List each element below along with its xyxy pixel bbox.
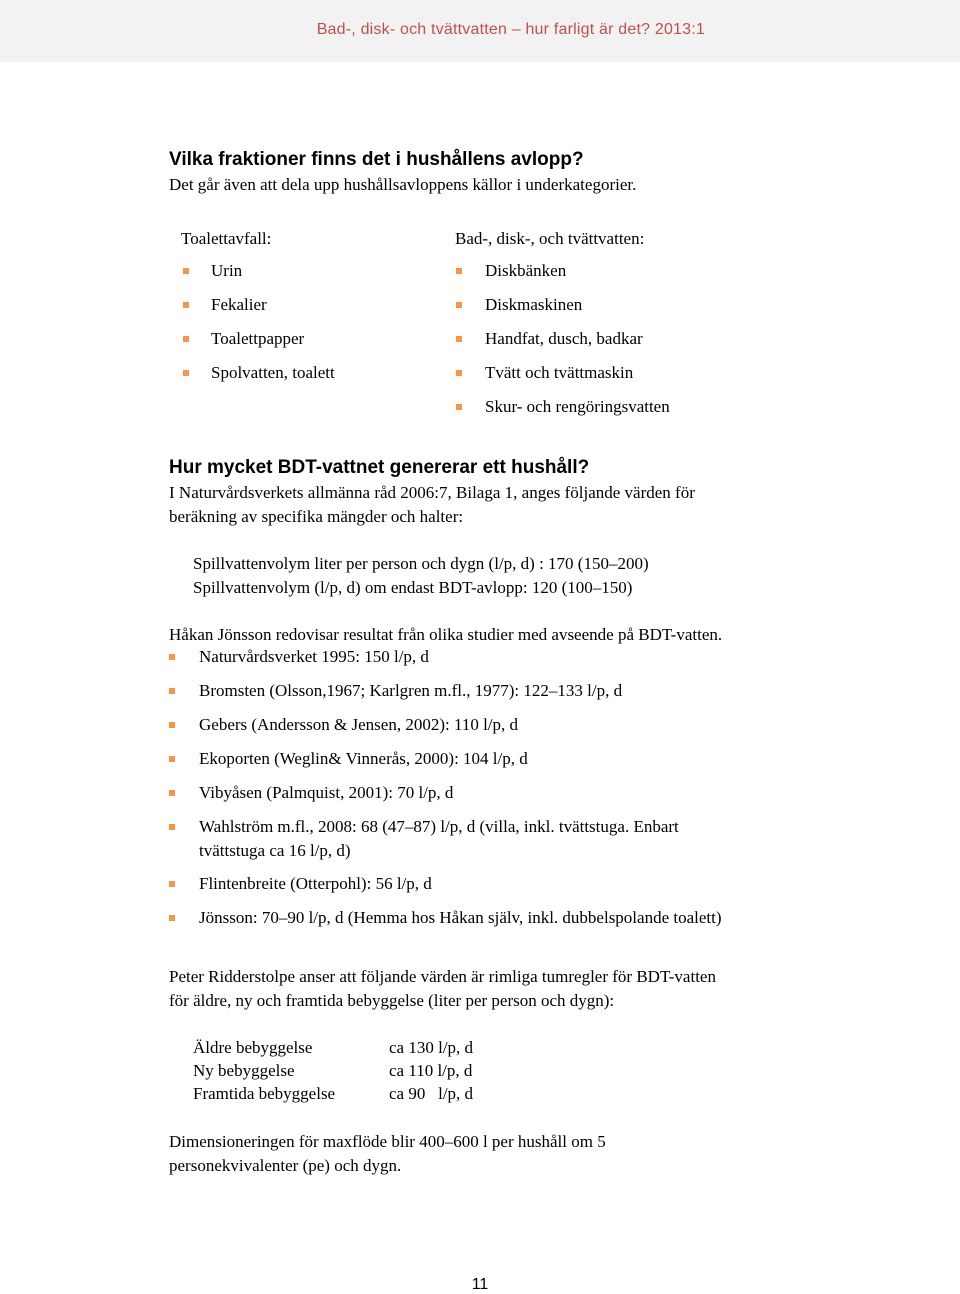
bullet-icon xyxy=(456,302,462,308)
paragraph-line: Dimensioneringen för maxflöde blir 400–600 l per hushåll om 5 xyxy=(169,1132,606,1151)
greywater-item: Diskbänken xyxy=(485,261,567,280)
bullet-icon xyxy=(456,336,462,342)
table-value: ca 130 l/p, d xyxy=(389,1038,474,1057)
running-title: Bad-, disk- och tvättvatten – hur farligt är det? 2013:1 xyxy=(316,21,705,38)
toilet-item: Toalettpapper xyxy=(211,329,305,348)
greywater-list-title: Bad-, disk-, och tvättvatten: xyxy=(455,229,645,248)
toilet-list-title: Toalettavfall: xyxy=(181,229,272,248)
page-number: 11 xyxy=(471,1276,489,1293)
bullet-icon xyxy=(169,881,175,887)
study-item: Wahlström m.fl., 2008: 68 (47–87) l/p, d (villa, inkl. tvättstuga. Enbart xyxy=(199,817,679,836)
study-item-continuation: tvättstuga ca 16 l/p, d) xyxy=(199,841,351,860)
bullet-icon xyxy=(169,722,175,728)
toilet-item: Urin xyxy=(211,261,243,280)
bullet-icon xyxy=(183,302,189,308)
bullet-icon xyxy=(169,790,175,796)
bullet-icon xyxy=(456,370,462,376)
table-value: ca 110 l/p, d xyxy=(389,1061,473,1080)
page-header xyxy=(0,0,960,62)
study-item: Bromsten (Olsson,1967; Karlgren m.fl., 1977): 122–133 l/p, d xyxy=(199,681,623,700)
bullet-icon xyxy=(169,824,175,830)
greywater-item: Diskmaskinen xyxy=(485,295,583,314)
paragraph-line: beräkning av specifika mängder och halter: xyxy=(169,507,464,526)
bullet-icon xyxy=(183,336,189,342)
table-value: ca 90 l/p, d xyxy=(389,1084,474,1103)
study-item: Vibyåsen (Palmquist, 2001): 70 l/p, d xyxy=(199,783,454,802)
section-heading-fractions: Vilka fraktioner finns det i hushållens avlopp? xyxy=(169,149,584,170)
bullet-icon xyxy=(456,268,462,274)
greywater-item: Tvätt och tvättmaskin xyxy=(485,363,634,382)
bullet-icon xyxy=(169,688,175,694)
greywater-item: Handfat, dusch, badkar xyxy=(485,329,643,348)
bullet-icon xyxy=(183,268,189,274)
bullet-icon xyxy=(456,404,462,410)
jonsson-intro: Håkan Jönsson redovisar resultat från olika studier med avseende på BDT-vatten. xyxy=(169,625,723,644)
bullet-icon xyxy=(169,756,175,762)
table-label: Ny bebyggelse xyxy=(193,1061,295,1080)
study-item: Jönsson: 70–90 l/p, d (Hemma hos Håkan själv, inkl. dubbelspolande toalett) xyxy=(199,908,722,927)
study-item: Flintenbreite (Otterpohl): 56 l/p, d xyxy=(199,874,432,893)
bullet-icon xyxy=(169,654,175,660)
volume-line: Spillvattenvolym liter per person och dygn (l/p, d) : 170 (150–200) xyxy=(193,554,649,573)
section-intro: Det går även att dela upp hushållsavloppens källor i underkategorier. xyxy=(169,175,637,194)
toilet-item: Spolvatten, toalett xyxy=(211,363,335,382)
study-item: Naturvårdsverket 1995: 150 l/p, d xyxy=(199,647,429,666)
study-item: Ekoporten (Weglin& Vinnerås, 2000): 104 l/p, d xyxy=(199,749,528,768)
volume-line: Spillvattenvolym (l/p, d) om endast BDT-avlopp: 120 (100–150) xyxy=(193,578,633,597)
paragraph-line: Peter Ridderstolpe anser att följande värden är rimliga tumregler för BDT-vatten xyxy=(169,967,716,986)
bullet-icon xyxy=(169,915,175,921)
paragraph-line: personekvivalenter (pe) och dygn. xyxy=(169,1156,402,1175)
greywater-item: Skur- och rengöringsvatten xyxy=(485,397,670,416)
table-label: Äldre bebyggelse xyxy=(193,1038,313,1057)
section-heading-volume: Hur mycket BDT-vattnet genererar ett hushåll? xyxy=(169,457,590,478)
paragraph-line: I Naturvårdsverkets allmänna råd 2006:7, Bilaga 1, anges följande värden för xyxy=(169,483,695,502)
paragraph-line: för äldre, ny och framtida bebyggelse (liter per person och dygn): xyxy=(169,991,615,1010)
table-label: Framtida bebyggelse xyxy=(193,1084,336,1103)
bullet-icon xyxy=(183,370,189,376)
study-item: Gebers (Andersson & Jensen, 2002): 110 l/p, d xyxy=(199,715,519,734)
toilet-item: Fekalier xyxy=(211,295,267,314)
